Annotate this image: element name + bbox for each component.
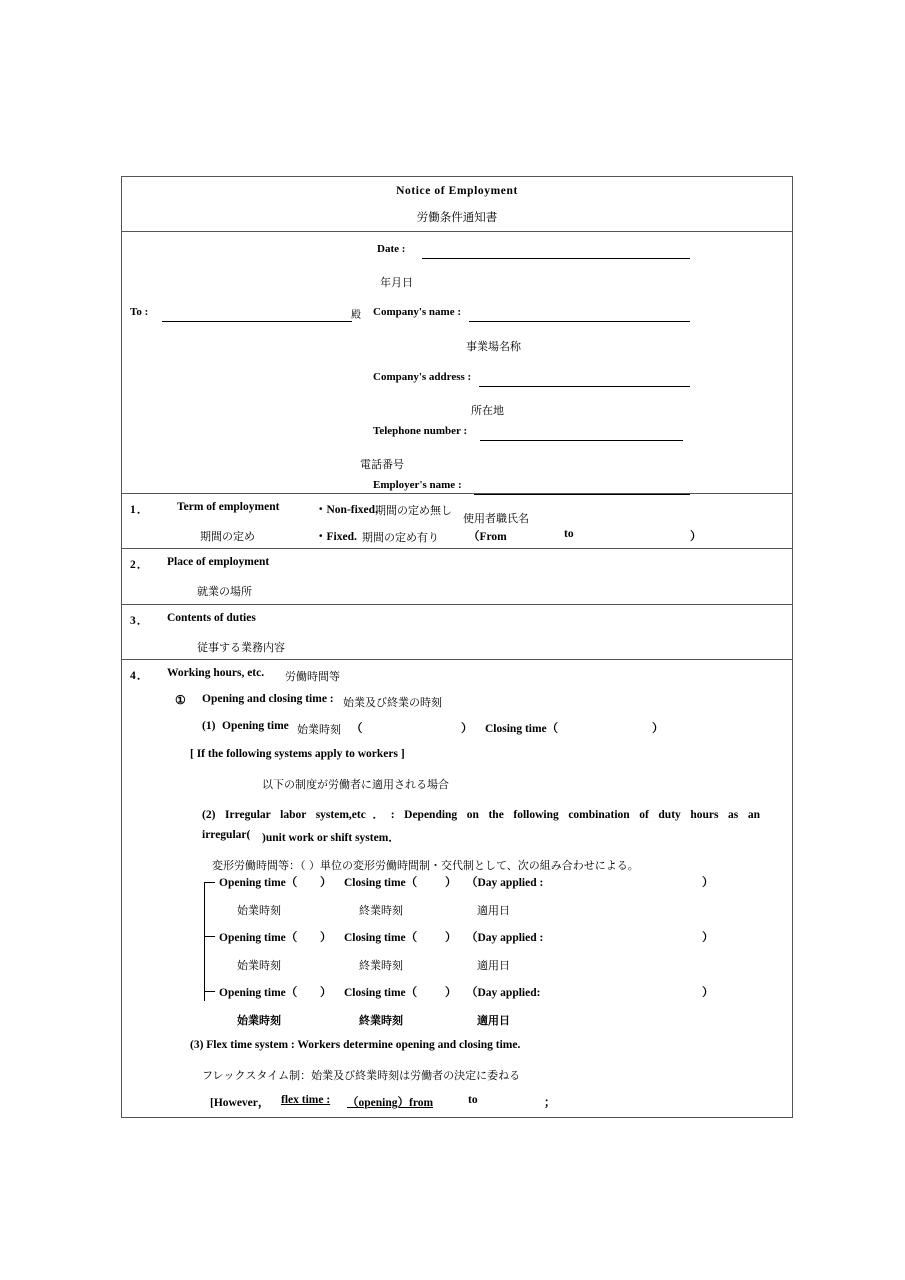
shift-row-3-opening-en[interactable]: Opening time（ (219, 987, 298, 999)
shift-row-2-opening-close: ） (320, 932, 332, 944)
section-2-title-ja: 就業の場所 (197, 585, 252, 598)
page-title-ja: 労働条件通知書 (416, 210, 498, 224)
section-1-number: 1． (130, 504, 150, 516)
shift-row-3-day-close: ） (702, 987, 714, 999)
company-address-label: Company's address : (373, 371, 472, 383)
shift-row-1-opening-close: ） (320, 877, 332, 889)
shift-row-2-opening-ja: 始業時刻 (237, 959, 281, 972)
section-2-number: 2． (130, 559, 150, 571)
flex-time-label: flex time : (281, 1094, 331, 1106)
sub1-opening-paren-open[interactable]: （ (351, 723, 363, 735)
shift-row-1-day-en[interactable]: （Day applied : (466, 877, 544, 889)
systems-note-ja: 以下の制度が労働者に適用される場合 (262, 778, 449, 791)
irregular-labor-ja: 変形労働時間等：（ ）単位の変形労働時間制・交代制として、次の組み合わせによる。 (212, 859, 639, 872)
shift-row-1-closing-en[interactable]: Closing time（ (344, 877, 418, 889)
company-name-label: Company's name : (373, 306, 462, 318)
section-4-number: 4． (130, 670, 150, 682)
irregular-labor-line1: (2) Irregular labor system,etc．: Depending on the following combination of duty hours as an (202, 809, 760, 821)
opening-closing-time-label-ja: 始業及び終業の時刻 (343, 696, 442, 709)
shift-row-2-day-ja: 適用日 (477, 959, 510, 972)
shift-row-1-day-close: ） (702, 877, 714, 889)
to-honorific: 殿 (351, 310, 361, 321)
to-input-rule[interactable] (162, 321, 352, 322)
company-address-input-rule[interactable] (479, 386, 690, 387)
section-working-hours (122, 660, 792, 1117)
shift-row-tick-2 (204, 936, 215, 937)
employer-name-label: Employer's name : (373, 479, 462, 491)
irregular-labor-line2a: irregular( (202, 829, 251, 841)
shift-row-3-day-ja: 適用日 (477, 1014, 510, 1027)
date-input-rule[interactable] (422, 258, 690, 259)
section-place-of-employment (122, 549, 792, 605)
shift-row-1-opening-ja: 始業時刻 (237, 904, 281, 917)
shift-row-2-closing-en[interactable]: Closing time（ (344, 932, 418, 944)
section-term-of-employment (122, 494, 792, 549)
section-1-range-from: （From (468, 531, 507, 543)
shift-row-2-opening-en[interactable]: Opening time（ (219, 932, 298, 944)
flex-semicolon: ； (544, 1097, 556, 1109)
section-1-option-nonfixed-en: ・Non-fixed. (315, 504, 378, 516)
shift-row-tick-3 (204, 991, 215, 992)
date-label-ja: 年月日 (380, 276, 413, 289)
telephone-label: Telephone number : (373, 425, 468, 437)
shift-row-tick-1 (204, 882, 215, 883)
sub1-opening-paren-close: ） (461, 723, 473, 735)
section-1-range-to: to (564, 528, 574, 540)
sub1-marker: (1) (202, 720, 216, 732)
form-header (122, 177, 792, 232)
to-label: To : (130, 306, 149, 318)
systems-note-en: [ If the following systems apply to workers ] (190, 748, 405, 760)
page-title-en: Notice of Employment (396, 185, 518, 197)
telephone-input-rule[interactable] (480, 440, 683, 441)
date-label: Date : (377, 243, 406, 255)
opening-closing-time-label-en: Opening and closing time : (202, 693, 334, 705)
shift-row-1-opening-en[interactable]: Opening time（ (219, 877, 298, 889)
circled-one-marker: ① (175, 693, 186, 707)
flex-opening-from-label: （opening）from (347, 1097, 434, 1109)
section-2-title-en: Place of employment (167, 556, 270, 568)
section-1-title-en: Term of employment (177, 501, 280, 513)
shift-row-2-closing-close: ） (445, 932, 457, 944)
employer-name-label-ja: 使用者職氏名 (463, 512, 529, 525)
sub1-opening-time-ja: 始業時刻 (297, 723, 341, 736)
shift-row-1-closing-close: ） (445, 877, 457, 889)
section-3-number: 3． (130, 615, 150, 627)
shift-row-1-closing-ja: 終業時刻 (359, 904, 403, 917)
section-contents-of-duties (122, 605, 792, 660)
section-1-option-fixed-en: ・Fixed. (315, 531, 357, 543)
shift-row-3-closing-ja: 終業時刻 (359, 1014, 403, 1027)
sub1-opening-time-en: Opening time (222, 720, 289, 732)
sub1-closing-paren-close: ） (652, 723, 664, 735)
sub1-closing-time-en[interactable]: Closing time（ (485, 723, 559, 735)
section-3-title-ja: 従事する業務内容 (197, 641, 285, 654)
section-3-title-en: Contents of duties (167, 612, 256, 624)
shift-row-2-day-en[interactable]: （Day applied : (466, 932, 544, 944)
section-1-title-ja: 期間の定め (200, 530, 255, 543)
however-label: [However， (210, 1097, 270, 1109)
telephone-label-ja: 電話番号 (360, 458, 404, 471)
section-1-option-nonfixed-ja: 期間の定め無し (375, 504, 452, 517)
company-name-label-ja: 事業場名称 (466, 340, 521, 353)
shift-row-3-closing-close: ） (445, 987, 457, 999)
shift-row-3-opening-close: ） (320, 987, 332, 999)
shift-row-2-day-close: ） (702, 932, 714, 944)
irregular-labor-line2b: )unit work or shift system． (262, 832, 400, 844)
section-4-title-en: Working hours, etc. (167, 667, 265, 679)
company-address-label-ja: 所在地 (471, 404, 504, 417)
shift-row-3-day-en[interactable]: （Day applied: (466, 987, 541, 999)
flex-to-label: to (468, 1094, 478, 1106)
shift-row-3-closing-en[interactable]: Closing time（ (344, 987, 418, 999)
shift-row-1-day-ja: 適用日 (477, 904, 510, 917)
notice-of-employment-form (121, 176, 793, 1118)
shift-row-3-opening-ja: 始業時刻 (237, 1014, 281, 1027)
shift-row-2-closing-ja: 終業時刻 (359, 959, 403, 972)
section-4-title-ja: 労働時間等 (285, 670, 340, 683)
section-1-range-close: ） (690, 531, 702, 543)
flex-time-system-ja: フレックスタイム制：始業及び終業時刻は労働者の決定に委ねる (202, 1069, 521, 1082)
section-1-option-fixed-ja: 期間の定め有り (362, 531, 439, 544)
shift-rows-bracket (204, 882, 205, 1001)
flex-time-system-en: (3) Flex time system : Workers determine opening and closing time. (190, 1039, 521, 1051)
company-name-input-rule[interactable] (469, 321, 690, 322)
